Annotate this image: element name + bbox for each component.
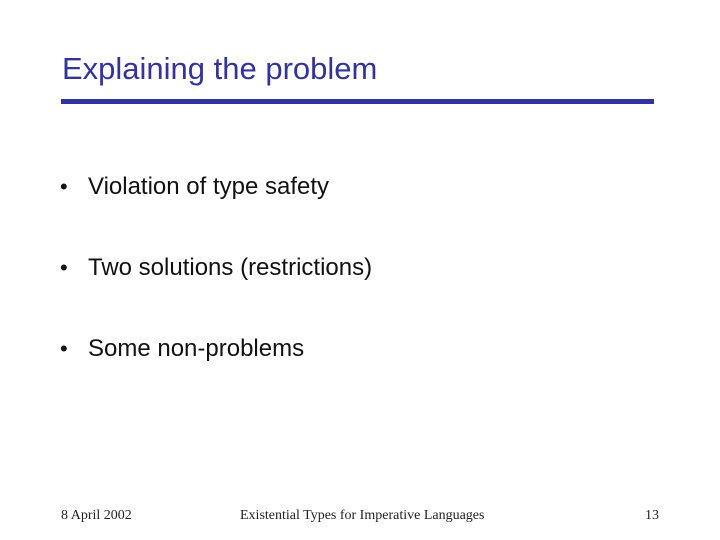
footer-page-number: 13 bbox=[645, 508, 659, 523]
bullet-text: Two solutions (restrictions) bbox=[88, 254, 373, 281]
footer-presentation-title: Existential Types for Imperative Languages bbox=[240, 508, 485, 523]
bullet-item bbox=[60, 172, 329, 202]
footer-date: 8 April 2002 bbox=[61, 508, 132, 523]
bullet-dot-icon: • bbox=[60, 255, 68, 280]
bullet-dot-icon: • bbox=[60, 336, 68, 361]
title-underline-rule bbox=[61, 99, 654, 104]
bullet-dot-icon: • bbox=[60, 174, 68, 199]
bullet-text: Some non-problems bbox=[88, 335, 305, 362]
bullet-item bbox=[60, 334, 304, 364]
bullet-item bbox=[60, 253, 372, 283]
bullet-text: Violation of type safety bbox=[88, 173, 330, 200]
slide-title: Explaining the problem bbox=[62, 51, 378, 86]
